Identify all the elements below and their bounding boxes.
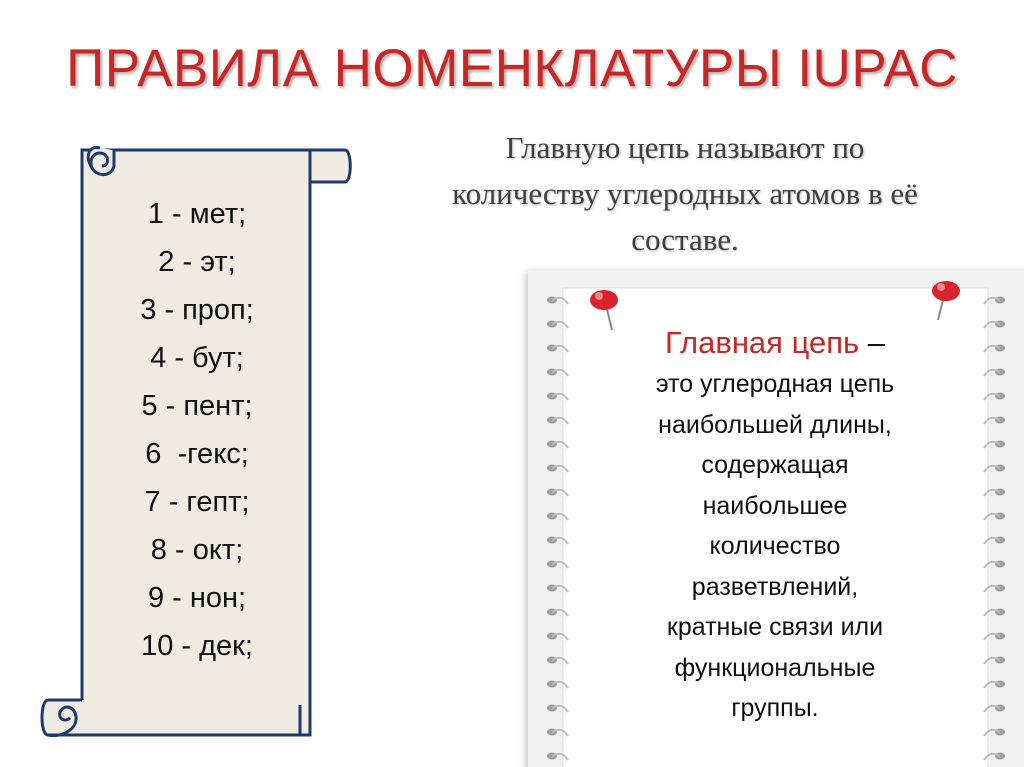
definition-line: наибольшее bbox=[702, 491, 848, 520]
note-dash: – bbox=[859, 325, 886, 360]
slide-title: ПРАВИЛА НОМЕНКЛАТУРЫ IUPAC bbox=[66, 39, 958, 98]
definition-line: наибольшей длины, bbox=[658, 410, 892, 439]
definition-line: содержащая bbox=[701, 451, 849, 479]
note-text bbox=[585, 322, 965, 729]
definition-line: группы. bbox=[731, 694, 819, 722]
note-term: Главная цепь bbox=[664, 325, 860, 360]
prefix-item: 9 - нон; bbox=[147, 582, 247, 614]
prefix-item: 5 - пент; bbox=[141, 390, 253, 422]
prefix-item: 8 - окт; bbox=[150, 534, 244, 566]
intro-line: количеству углеродных атомов в её bbox=[452, 176, 918, 211]
definition-line: разветвлений, bbox=[691, 572, 859, 601]
note-definition bbox=[585, 364, 965, 729]
definition-line: это углеродная цепь bbox=[655, 370, 895, 398]
prefix-item: 4 - бут; bbox=[150, 342, 244, 374]
prefix-item: 10 - дек; bbox=[141, 630, 253, 662]
prefix-item: 1 - мет; bbox=[147, 198, 247, 230]
definition-line: функциональные bbox=[674, 653, 876, 682]
note-heading bbox=[585, 322, 965, 364]
prefix-item: 3 - проп; bbox=[140, 294, 254, 326]
definition-line: кратные связи или bbox=[666, 613, 884, 641]
prefix-item: 7 - гепт; bbox=[144, 486, 250, 518]
intro-line: Главную цепь называют по bbox=[505, 130, 865, 165]
intro-line: составе. bbox=[631, 222, 739, 257]
prefix-item: 2 - эт; bbox=[158, 246, 236, 278]
definition-line: количество bbox=[709, 532, 841, 560]
prefix-item: 6 -гекс; bbox=[145, 438, 249, 470]
